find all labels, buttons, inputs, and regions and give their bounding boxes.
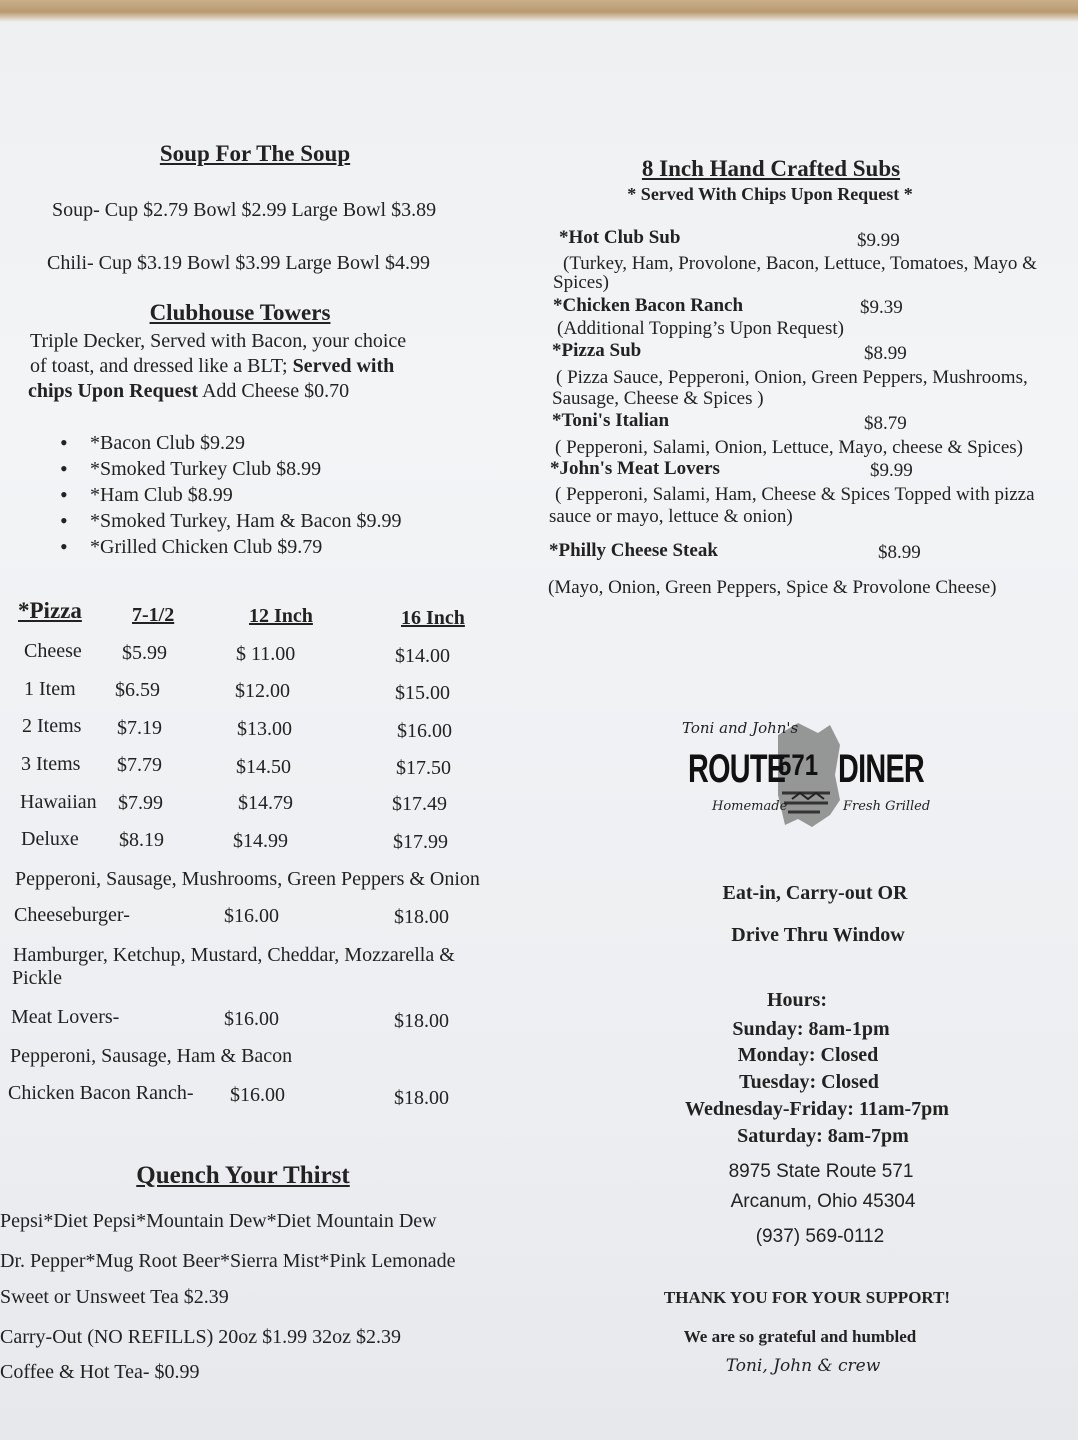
sub-price: $8.79 bbox=[864, 413, 907, 434]
logo-script-top: Toni and John's bbox=[682, 719, 799, 737]
logo-left-tag: Homemade bbox=[712, 799, 788, 814]
logo-diner: DINER bbox=[838, 747, 925, 791]
sub-description: Spices) bbox=[553, 272, 609, 293]
hours-line: Tuesday: Closed bbox=[739, 1071, 879, 1093]
pizza-price: $6.59 bbox=[115, 679, 160, 701]
list-item: • *Smoked Turkey, Ham & Bacon $9.99 bbox=[60, 508, 401, 534]
drinks-section-title: Quench Your Thirst bbox=[136, 1162, 350, 1189]
drinks-line: Sweet or Unsweet Tea $2.39 bbox=[0, 1286, 229, 1308]
sub-description: ( Pepperoni, Salami, Ham, Cheese & Spices Topped with pizza bbox=[555, 484, 1035, 505]
clubhouse-desc-line3 bbox=[28, 380, 349, 403]
logo-route: ROUTE bbox=[688, 747, 786, 791]
sub-price: $9.99 bbox=[870, 460, 913, 481]
add-cheese-price: Add Cheese $0.70 bbox=[198, 380, 350, 402]
meat-lovers-description: Pepperoni, Sausage, Ham & Bacon bbox=[10, 1045, 293, 1067]
pizza-row-name: 3 Items bbox=[21, 753, 81, 775]
hours-line: Wednesday-Friday: 11am-7pm bbox=[685, 1098, 949, 1120]
pizza-price: $15.00 bbox=[395, 682, 450, 704]
sub-name: *John's Meat Lovers bbox=[550, 458, 720, 479]
list-item: • *Grilled Chicken Club $9.79 bbox=[60, 534, 401, 560]
pizza-header: *Pizza bbox=[18, 598, 82, 623]
sub-description: (Mayo, Onion, Green Peppers, Spice & Provolone Cheese) bbox=[548, 577, 997, 598]
route-571-diner-logo bbox=[680, 715, 930, 840]
clubhouse-section-title: Clubhouse Towers bbox=[149, 300, 331, 325]
list-item: • *Ham Club $8.99 bbox=[60, 482, 401, 508]
sub-price: $8.99 bbox=[864, 343, 907, 364]
drinks-line: Dr. Pepper*Mug Root Beer*Sierra Mist*Pink Lemonade bbox=[0, 1250, 456, 1272]
drinks-line: Coffee & Hot Tea- $0.99 bbox=[0, 1361, 200, 1383]
pizza-price: $14.50 bbox=[236, 756, 291, 778]
clubhouse-desc-bold: Served with bbox=[292, 355, 395, 377]
chili-price-line: Chili- Cup $3.19 Bowl $3.99 Large Bowl $4.99 bbox=[47, 252, 430, 274]
hours-title: Hours: bbox=[767, 989, 827, 1011]
pizza-price: $14.99 bbox=[233, 830, 288, 852]
pizza-price: $18.00 bbox=[394, 1087, 449, 1109]
pizza-row-name: Hawaiian bbox=[20, 791, 97, 813]
pizza-price: $7.79 bbox=[117, 754, 162, 776]
pizza-col-header: 7-1/2 bbox=[132, 604, 175, 626]
sub-description: ( Pizza Sauce, Pepperoni, Onion, Green Peppers, Mushrooms, bbox=[556, 367, 1028, 388]
pizza-price: $7.19 bbox=[117, 717, 162, 739]
pizza-row-name: Deluxe bbox=[21, 828, 79, 850]
pizza-price: $16.00 bbox=[224, 1008, 279, 1030]
sub-name: *Philly Cheese Steak bbox=[549, 540, 718, 561]
sub-price: $9.99 bbox=[857, 230, 900, 251]
hours-line: Monday: Closed bbox=[737, 1044, 879, 1066]
hours-line: Sunday: 8am-1pm bbox=[732, 1018, 890, 1040]
pizza-price: $16.00 bbox=[230, 1084, 285, 1106]
sub-price: $9.39 bbox=[860, 297, 903, 318]
pizza-price: $18.00 bbox=[394, 1010, 449, 1032]
drinks-line: Carry-Out (NO REFILLS) 20oz $1.99 32oz $2.39 bbox=[0, 1326, 402, 1348]
pizza-row-name: Meat Lovers- bbox=[11, 1006, 120, 1028]
pizza-price: $17.49 bbox=[392, 793, 447, 815]
pizza-col-header: 12 Inch bbox=[249, 605, 313, 627]
pizza-price: $16.00 bbox=[397, 720, 452, 742]
pizza-price: $16.00 bbox=[224, 905, 279, 927]
service-line: Eat-in, Carry-out OR bbox=[722, 882, 908, 904]
clubhouse-desc-bold: chips Upon Request bbox=[28, 380, 199, 402]
clubhouse-desc-line1: Triple Decker, Served with Bacon, your choice bbox=[30, 330, 407, 352]
logo-right-tag: Fresh Grilled bbox=[843, 799, 931, 814]
clubhouse-items-list bbox=[60, 430, 401, 560]
sub-name: *Hot Club Sub bbox=[559, 227, 681, 248]
pizza-price: $17.50 bbox=[396, 757, 451, 779]
signature: Toni, John & crew bbox=[725, 1356, 881, 1376]
pizza-price: $17.99 bbox=[393, 831, 448, 853]
pizza-row-name: Chicken Bacon Ranch- bbox=[8, 1082, 194, 1104]
subs-subtitle: * Served With Chips Upon Request * bbox=[627, 184, 913, 204]
hours-line: Saturday: 8am-7pm bbox=[737, 1125, 909, 1147]
pizza-price: $12.00 bbox=[235, 680, 290, 702]
sub-name: *Chicken Bacon Ranch bbox=[553, 295, 744, 316]
sub-name: *Toni's Italian bbox=[552, 410, 670, 431]
logo-number: 571 bbox=[778, 749, 819, 782]
list-item: • *Bacon Club $9.29 bbox=[60, 430, 401, 456]
clubhouse-desc-text: of toast, and dressed like a BLT; bbox=[30, 355, 293, 377]
pizza-row-name: 2 Items bbox=[22, 715, 82, 737]
pizza-price: $5.99 bbox=[122, 642, 167, 664]
cheeseburger-description: Hamburger, Ketchup, Mustard, Cheddar, Mozzarella & bbox=[13, 944, 455, 966]
sub-description: ( Pepperoni, Salami, Onion, Lettuce, Mayo, cheese & Spices) bbox=[555, 437, 1024, 458]
clubhouse-desc-line2 bbox=[30, 355, 394, 378]
sub-description: (Additional Topping’s Upon Request) bbox=[557, 318, 844, 339]
pizza-col-header: 16 Inch bbox=[401, 607, 465, 629]
soup-section-title: Soup For The Soup bbox=[159, 141, 351, 166]
pizza-row-name: Cheeseburger- bbox=[14, 904, 130, 926]
drinks-line: Pepsi*Diet Pepsi*Mountain Dew*Diet Mountain Dew bbox=[0, 1210, 437, 1232]
pizza-price: $8.19 bbox=[119, 829, 164, 851]
sub-description: Sausage, Cheese & Spices ) bbox=[552, 388, 764, 409]
pizza-price: $7.99 bbox=[118, 792, 163, 814]
sub-name: *Pizza Sub bbox=[552, 340, 642, 361]
sub-description: sauce or mayo, lettuce & onion) bbox=[549, 506, 793, 527]
list-item: • *Smoked Turkey Club $8.99 bbox=[60, 456, 401, 482]
grateful-line: We are so grateful and humbled bbox=[683, 1327, 917, 1346]
thank-you-line: THANK YOU FOR YOUR SUPPORT! bbox=[663, 1288, 951, 1307]
service-line: Drive Thru Window bbox=[731, 924, 905, 946]
address-line: Arcanum, Ohio 45304 bbox=[730, 1191, 916, 1212]
subs-section-title: 8 Inch Hand Crafted Subs bbox=[641, 156, 901, 181]
cheeseburger-description: Pickle bbox=[12, 967, 62, 989]
sub-description: (Turkey, Ham, Provolone, Bacon, Lettuce, Tomatoes, Mayo & bbox=[563, 253, 1037, 274]
pizza-row-name: Cheese bbox=[24, 640, 82, 662]
sub-price: $8.99 bbox=[878, 542, 921, 563]
address-line: 8975 State Route 571 bbox=[728, 1161, 914, 1182]
pizza-price: $14.00 bbox=[395, 645, 450, 667]
pizza-price: $13.00 bbox=[237, 718, 292, 740]
pizza-price: $18.00 bbox=[394, 906, 449, 928]
phone-number: (937) 569-0112 bbox=[755, 1226, 885, 1247]
pizza-price: $ 11.00 bbox=[236, 643, 296, 665]
pizza-price: $14.79 bbox=[238, 792, 293, 814]
deluxe-description: Pepperoni, Sausage, Mushrooms, Green Peppers & Onion bbox=[15, 868, 480, 890]
soup-price-line: Soup- Cup $2.79 Bowl $2.99 Large Bowl $3.89 bbox=[52, 199, 437, 221]
pizza-row-name: 1 Item bbox=[24, 678, 76, 700]
